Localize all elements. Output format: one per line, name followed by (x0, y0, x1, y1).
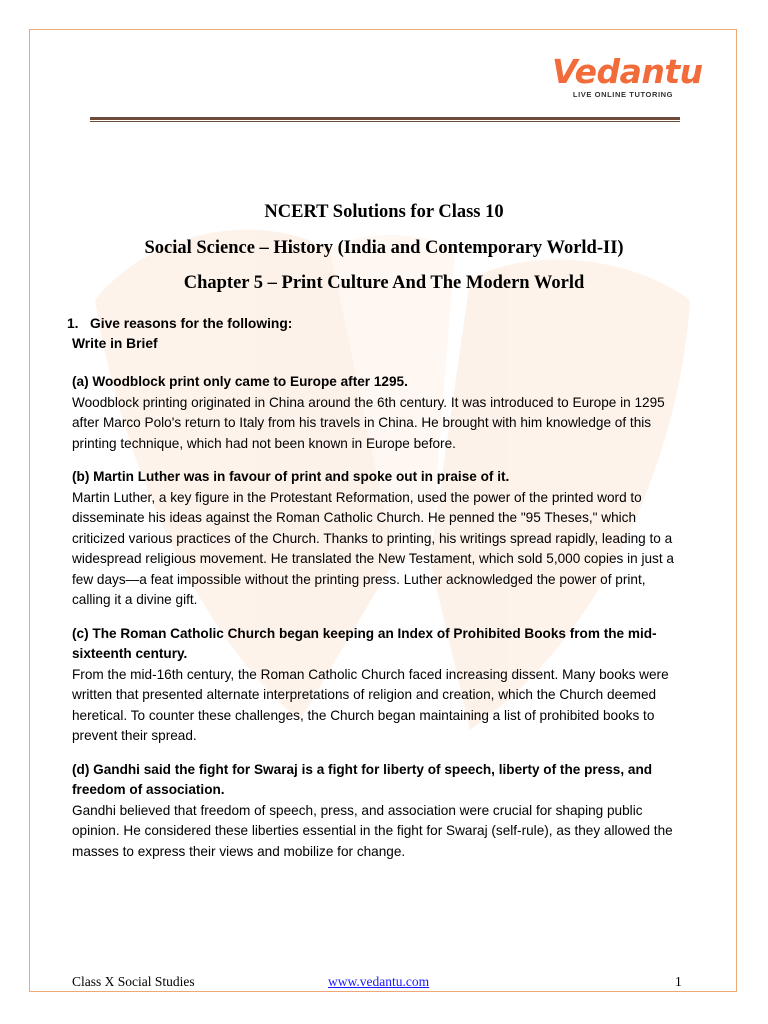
part-answer: Woodblock printing originated in China around the 6th century. It was introduced to Europe in 1295 after Marco Polo's return to Italy from his travels in China. He brought with him knowledge of this printing technique, which had not been known in Europe before. (72, 394, 665, 451)
logo-wordmark: Vedantu (552, 52, 703, 91)
part-answer: Martin Luther, a key figure in the Protestant Reformation, used the power of the printed word to disseminate his ideas against the Roman Catholic Church. He penned the "95 Theses," which criticized various practices of the Church. Thanks to printing, his writings spread rapidly, leading to a widespread religious movement. He translated the New Testament, which sold 5,000 copies in just a few days—a feat impossible without the printing press. Luther acknowledged the power of print, calling it a divine gift. (72, 489, 674, 607)
page-number: 1 (675, 974, 682, 989)
title-line-2: Social Science – History (India and Contemporary World-II) (144, 238, 624, 258)
part-title: (c) The Roman Catholic Church began keeping an Index of Prohibited Books from the mid-sixteenth century. (72, 625, 657, 661)
part-title: (b) Martin Luther was in favour of print and spoke out in praise of it. (72, 469, 510, 484)
question-heading: Give reasons for the following: (90, 316, 293, 331)
part-answer: From the mid-16th century, the Roman Catholic Church faced increasing dissent. Many books were written that presented alternate interpretations of religion and creation, which the Church deemed heretical. To counter these challenges, the Church began maintaining a list of prohibited books to prevent their spread. (72, 666, 669, 743)
answer-block (72, 624, 684, 747)
logo-tagline: LIVE ONLINE TUTORING (572, 90, 674, 99)
header-rule (90, 117, 680, 120)
answer-block (72, 467, 684, 611)
part-answer: Gandhi believed that freedom of speech, press, and association were crucial for shaping public opinion. He considered these liberties essential in the fight for Swaraj (self-rule), as they allowed the masses to express their views and mobilize for change. (72, 802, 673, 859)
answer-block (72, 760, 684, 863)
footer-course: Class X Social Studies (72, 974, 195, 989)
answers (72, 372, 684, 875)
question-subheading: Write in Brief (72, 336, 158, 351)
vedantu-logo (552, 52, 703, 99)
title-line-1: NCERT Solutions for Class 10 (264, 202, 504, 222)
header-rule-thin (90, 121, 680, 122)
answer-block (72, 372, 684, 454)
part-title: (a) Woodblock print only came to Europe after 1295. (72, 374, 408, 389)
footer-website-link[interactable]: www.vedantu.com (328, 974, 430, 989)
question-number: 1. (67, 316, 79, 331)
part-title: (d) Gandhi said the fight for Swaraj is a fight for liberty of speech, liberty of the press, and freedom of association. (72, 761, 653, 797)
title-line-3: Chapter 5 – Print Culture And The Modern World (183, 273, 585, 293)
